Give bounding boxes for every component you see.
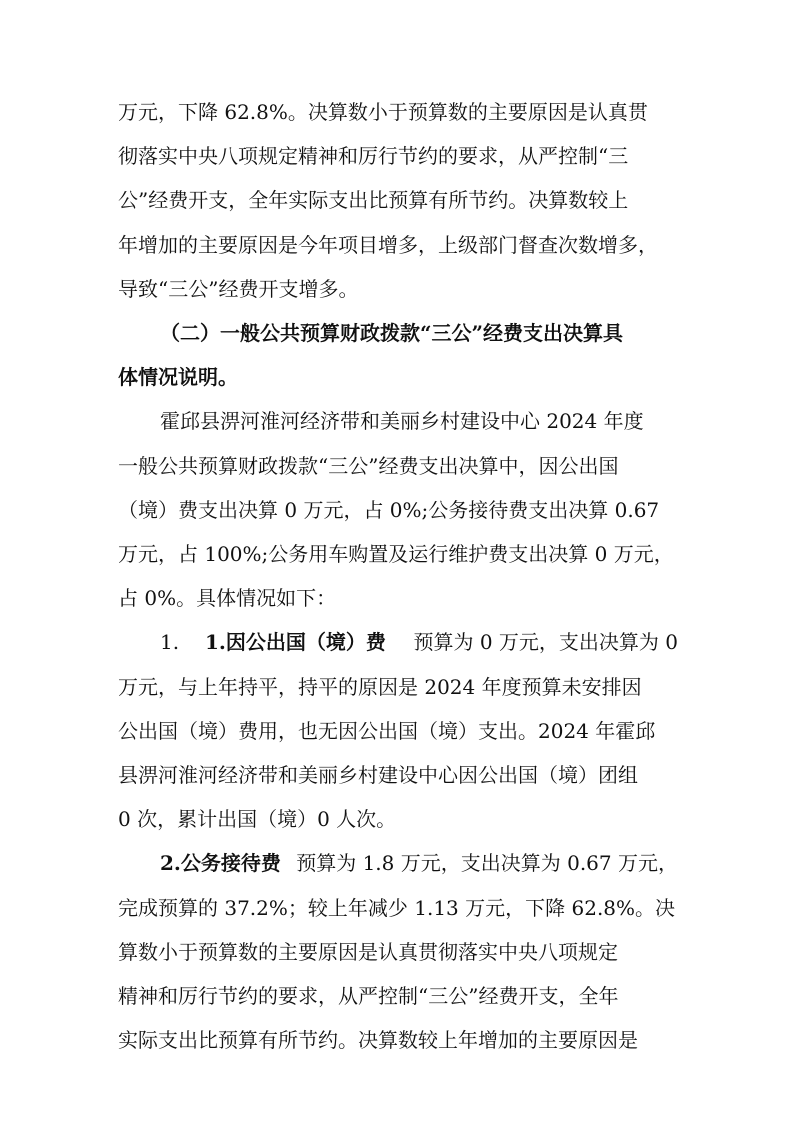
para1-line-2: 彻落实中央八项规定精神和厉行节约的要求，从严控制“三 <box>118 144 629 169</box>
item1-title: 1.因公出国（境）费 <box>205 630 386 655</box>
section-heading-line-1: （二）一般公共预算财政拨款“三公”经费支出决算具 <box>160 321 624 345</box>
para2-line-1: 霍邱县淠河淮河经济带和美丽乡村建设中心 2024 年度 <box>160 409 644 434</box>
item1-line-2: 万元，与上年持平，持平的原因是 2024 年度预算未安排因 <box>118 674 642 699</box>
para1-line-5: 导致“三公”经费开支增多。 <box>118 276 359 301</box>
item2-title: 2.公务接待费 <box>160 851 281 876</box>
item2-line-1-rest: 预算为 1.8 万元，支出决算为 0.67 万元， <box>296 851 678 876</box>
para1-line-3: 公”经费开支，全年实际支出比预算有所节约。决算数较上 <box>118 188 629 213</box>
item1-line-1 <box>205 628 678 656</box>
item2-line-1 <box>160 849 678 877</box>
item2-line-5: 实际支出比预算有所节约。决算数较上年增加的主要原因是 <box>118 1028 638 1053</box>
para2-line-3: （境）费支出决算 0 万元，占 0%;公务接待费支出决算 0.67 <box>118 497 660 522</box>
para1-line-4: 年增加的主要原因是今年项目增多，上级部门督查次数增多， <box>118 232 658 257</box>
list-marker: 1. <box>160 630 180 655</box>
item1-line-1-rest: 预算为 0 万元，支出决算为 0 <box>413 630 678 655</box>
para1-line-1: 万元，下降 62.8%。决算数小于预算数的主要原因是认真贯 <box>118 100 648 124</box>
para2-line-2: 一般公共预算财政拨款“三公”经费支出决算中，因公出国 <box>118 453 619 478</box>
item2-line-3: 算数小于预算数的主要原因是认真贯彻落实中央八项规定 <box>118 939 618 964</box>
item1-line-4: 县淠河淮河经济带和美丽乡村建设中心因公出国（境）团组 <box>118 763 638 787</box>
item2-line-2: 完成预算的 37.2%；较上年减少 1.13 万元，下降 62.8%。决 <box>118 895 676 920</box>
section-heading-line-2: 体情况说明。 <box>118 365 238 390</box>
item2-line-4: 精神和厉行节约的要求，从严控制“三公”经费开支，全年 <box>118 984 619 1008</box>
item1-line-5: 0 次，累计出国（境）0 人次。 <box>118 807 397 832</box>
para2-line-5: 占 0%。具体情况如下： <box>118 586 337 611</box>
para2-line-4: 万元，占 100%;公务用车购置及运行维护费支出决算 0 万元， <box>118 542 674 566</box>
item1-line-3: 公出国（境）费用，也无因公出国（境）支出。2024 年霍邱 <box>118 718 656 743</box>
